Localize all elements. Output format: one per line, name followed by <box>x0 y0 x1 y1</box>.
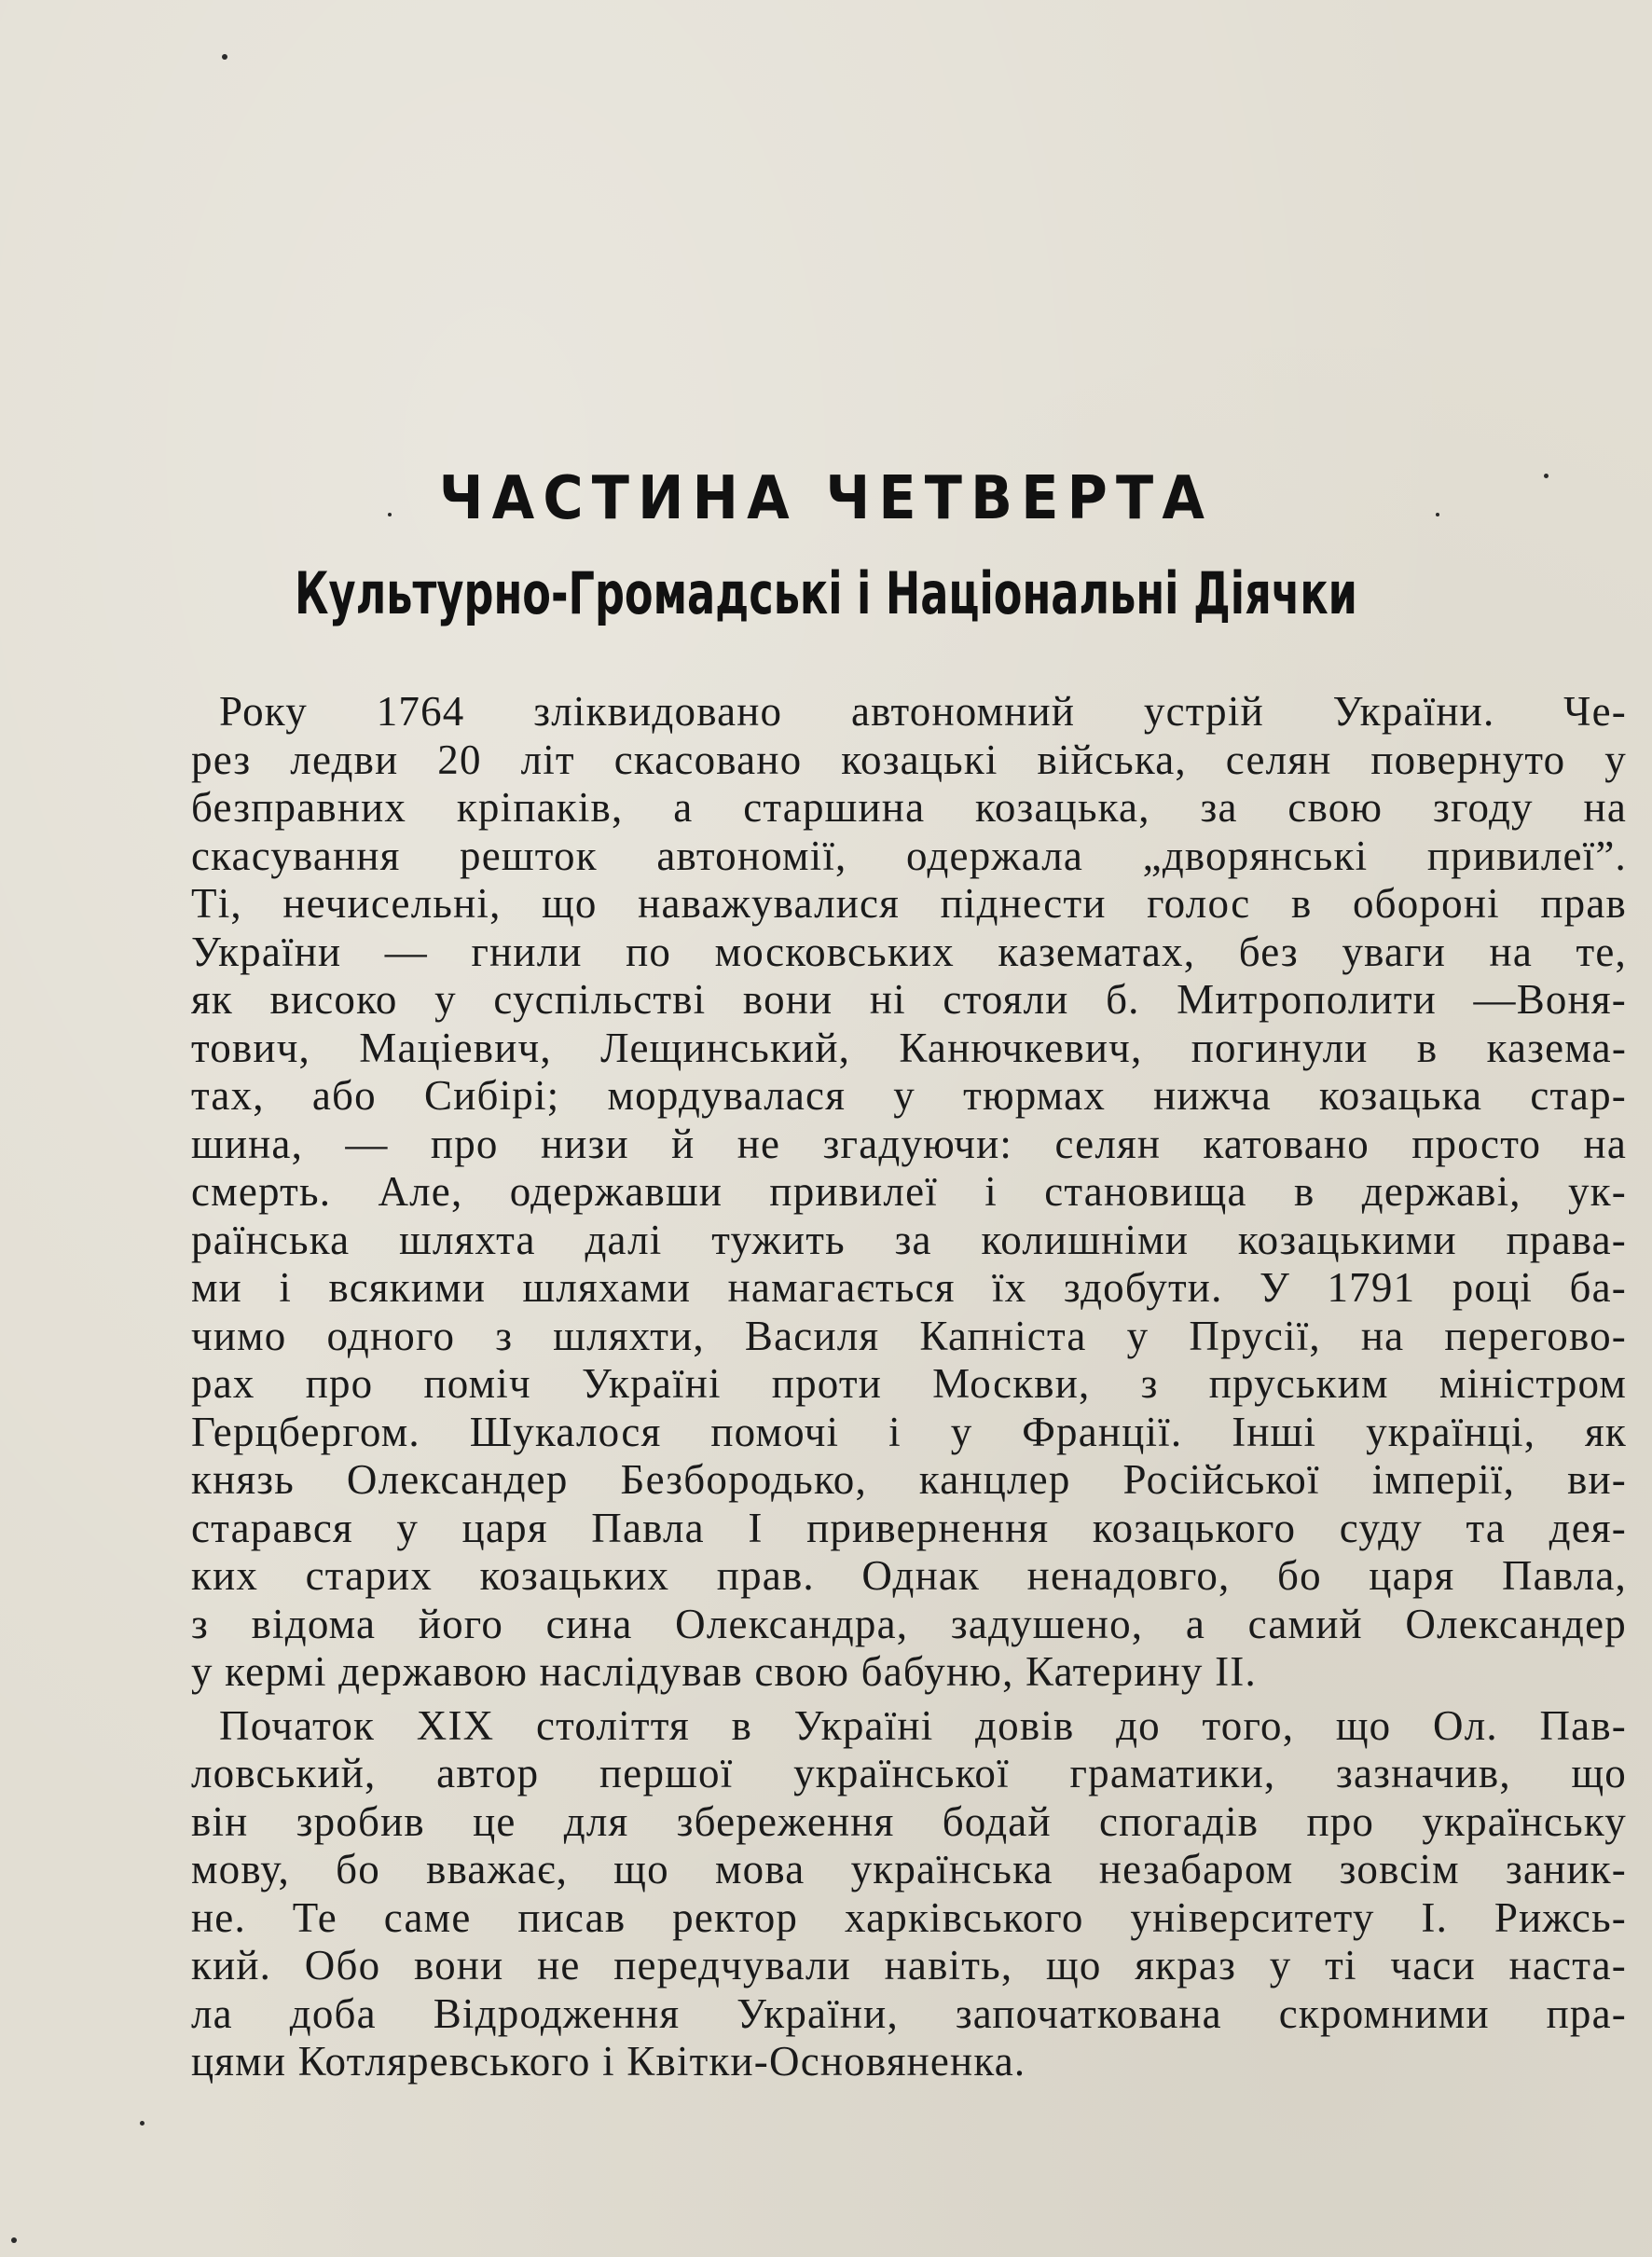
ink-speck <box>11 2237 17 2243</box>
text-line: князь Олександер Безбородько, канцлер Російської імперії, ви- <box>191 1456 1627 1503</box>
text-line: смерть. Але, одержавши привилеї і становища в державі, ук- <box>191 1168 1627 1215</box>
text-line: ми і всякими шляхами намагається їх здобути. У 1791 році ба- <box>191 1264 1627 1311</box>
text-line: з відома його сина Олександра, задушено, а самий Олександер <box>191 1600 1627 1647</box>
text-line: не. Те саме писав ректор харківського університету І. Рижсь- <box>191 1893 1627 1941</box>
text-line: Герцбергом. Шукалося помочі і у Франції. Інші українці, як <box>191 1408 1627 1455</box>
part-title: ЧАСТИНА ЧЕТВЕРТА <box>438 464 1214 533</box>
body-text <box>191 688 1627 2086</box>
text-line: рах про поміч Україні проти Москви, з пруським міністром <box>191 1360 1627 1407</box>
text-line: мову, бо вважає, що мова українська незабаром зовсім заник- <box>191 1846 1627 1892</box>
text-line: шина, — про низи й не згадуючи: селян катовано просто на <box>191 1120 1627 1167</box>
text-line: ких старих козацьких прав. Однак ненадовго, бо царя Павла, <box>191 1552 1627 1599</box>
ink-speck <box>222 54 227 60</box>
text-line: раїнська шляхта далі тужить за колишніми козацькими права- <box>191 1216 1627 1263</box>
text-line: Початок XIX століття в Україні довів до того, що Ол. Пав- <box>219 1701 1627 1749</box>
text-line: як високо у суспільстві вони ні стояли б. Митрополити —Воня- <box>191 976 1627 1023</box>
text-line: цями Котляревського і Квітки-Основяненка. <box>191 2038 1026 2085</box>
paragraph-2 <box>191 1702 1627 2086</box>
text-line: ла доба Відродження України, започаткована скромними пра- <box>191 1989 1627 2037</box>
text-line: Року 1764 зліквидовано автономний устрій України. Че- <box>219 688 1627 735</box>
paragraph-1 <box>191 688 1627 1697</box>
text-line: безправних кріпаків, а старшина козацька, за свою згоду на <box>191 784 1627 831</box>
text-line: тович, Маціевич, Лещинський, Канючкевич, погинули в казема- <box>191 1024 1627 1071</box>
text-line: ловський, автор першої української граматики, зазначив, що <box>191 1750 1627 1796</box>
text-line: старався у царя Павла І привернення козацького суду та дея- <box>191 1504 1627 1551</box>
chapter-subtitle: Культурно-Громадські і Національні Діячки <box>295 559 1357 627</box>
text-line: тах, або Сибірі; мордувалася у тюрмах нижча козацька стар- <box>191 1072 1627 1119</box>
text-line: рез ледви 20 літ скасовано козацькі війська, селян повернуто у <box>191 736 1627 783</box>
ink-speck <box>140 2121 145 2126</box>
text-line: він зробив це для збереження бодай спогадів про українську <box>191 1797 1627 1845</box>
text-line: скасування решток автономії, одержала „дворянські привилеї”. <box>191 832 1627 879</box>
text-line: кий. Обо вони не передчували навіть, що якраз у ті часи наста- <box>191 1942 1627 1989</box>
text-line: Ті, нечисельні, що наважувалися піднести голос в обороні прав <box>191 880 1627 927</box>
text-line: України — гнили по московських казематах, без уваги на те, <box>191 928 1627 975</box>
text-line: у кермі державою наслідував свою бабуню, Катерину II. <box>191 1648 1257 1695</box>
text-line: чимо одного з шляхти, Василя Капніста у Прусії, на перегово- <box>191 1312 1627 1359</box>
